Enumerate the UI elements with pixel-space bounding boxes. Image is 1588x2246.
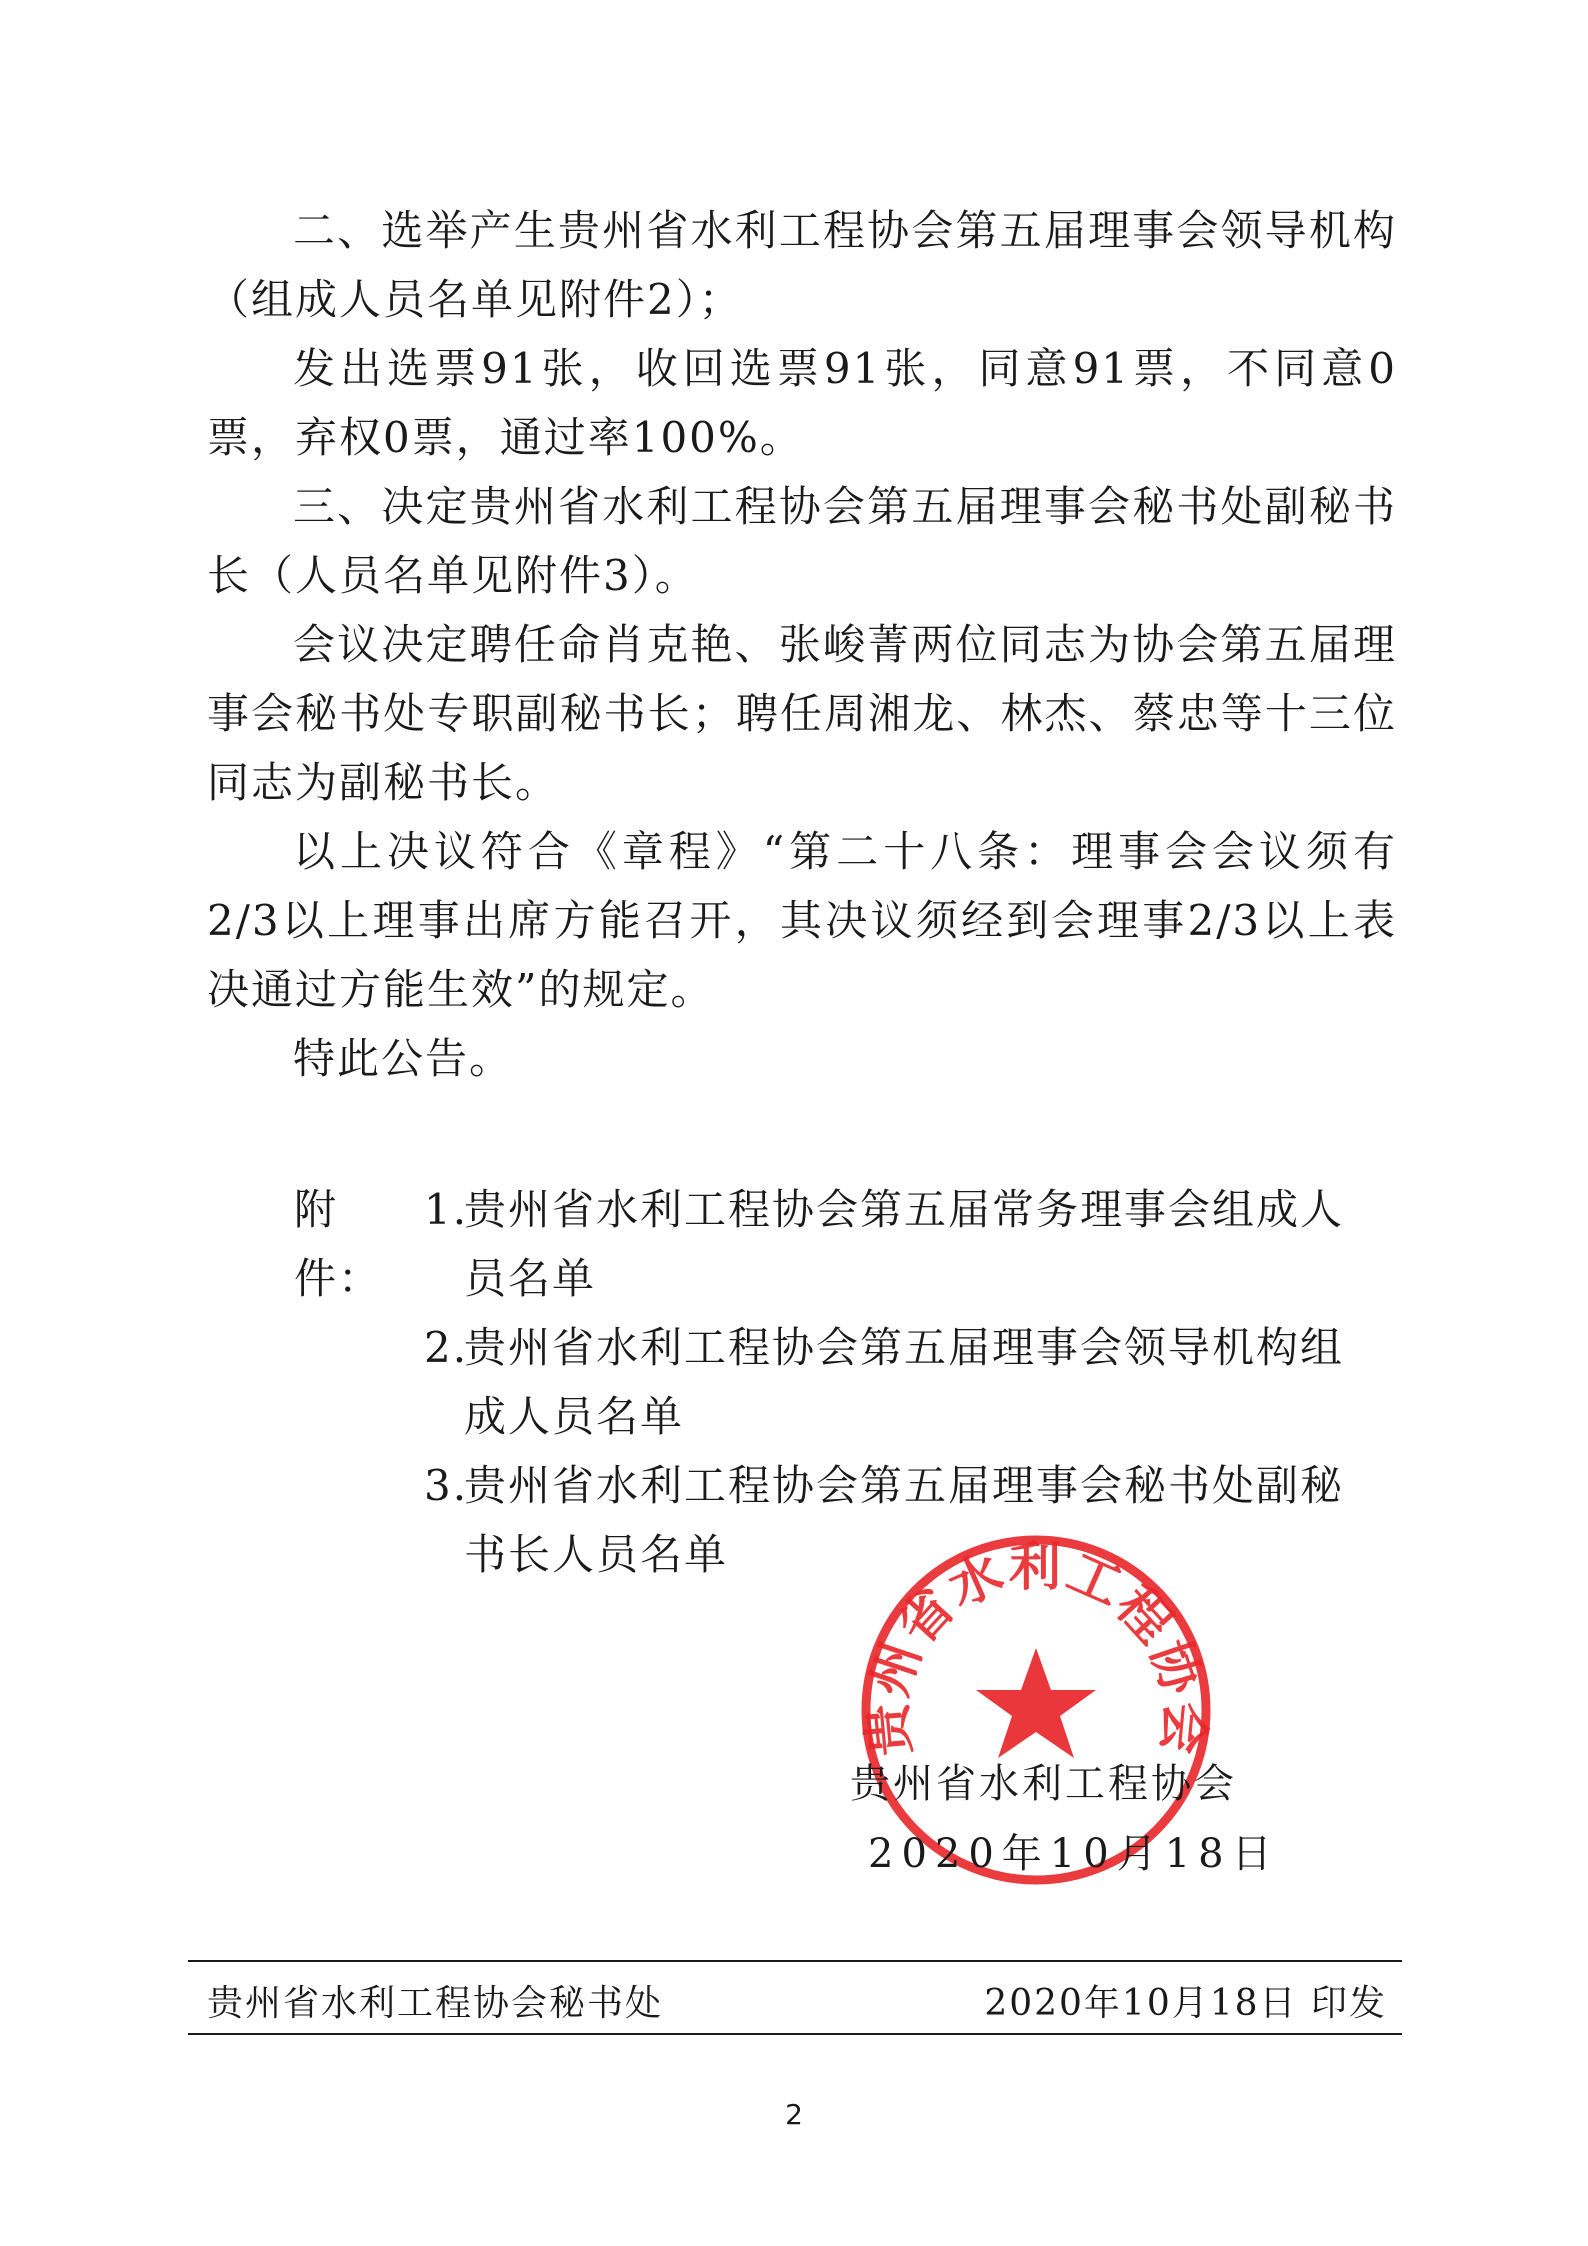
paragraph-deputy-secretary: 三、决定贵州省水利工程协会第五届理事会秘书处副秘书长（人员名单见附件3）。 [207,482,1397,600]
signature-date: 2020年10月18日 [868,1831,1280,1877]
footer-issue-line [207,1975,1387,2026]
attachment-item [294,1313,1384,1451]
attachment-item [294,1175,1384,1313]
paragraph-charter: 以上决议符合《章程》“第二十八条：理事会会议须有2/3以上理事出席方能召开，其决议须经到会理事2/3以上表决通过方能生效”的规定。 [207,827,1397,1014]
signature-organization: 贵州省水利工程协会 [850,1761,1237,1807]
seal-text: 贵州省水利工程协会 [857,1538,1215,1759]
footer-top-rule [188,1960,1402,1962]
paragraph-appointment: 会议决定聘任命肖克艳、张峻菁两位同志为协会第五届理事会秘书处专职副秘书长；聘任周湘龙、林杰、蔡忠等十三位同志为副秘书长。 [207,620,1397,807]
paragraph-announcement: 特此公告。 [293,1034,514,1083]
paragraph-vote-result: 发出选票91张，收回选票91张，同意91票，不同意0票，弃权0票，通过率100%。 [207,344,1397,462]
footer-issuer: 贵州省水利工程协会秘书处 [207,1983,664,2024]
seal-star-icon [976,1648,1096,1758]
footer-issue-date: 2020年10月18日 印发 [984,1983,1387,2024]
attachment-number: 2. [424,1323,469,1372]
attachment-title: 贵州省水利工程协会第五届理事会领导机构组成人员名单 [464,1323,1345,1441]
attachment-item [294,1451,1384,1589]
paragraph-election: 二、选举产生贵州省水利工程协会第五届理事会领导机构（组成人员名单见附件2）； [207,206,1397,324]
attachment-label: 附件： [294,1185,383,1303]
page-number: 2 [785,2098,803,2131]
attachment-number: 3. [424,1461,469,1510]
attachment-list [294,1175,1384,1589]
footer-bottom-rule [188,2033,1402,2035]
body-text [207,196,1397,1093]
attachment-title: 贵州省水利工程协会第五届理事会秘书处副秘书长人员名单 [464,1461,1345,1579]
attachment-title: 贵州省水利工程协会第五届常务理事会组成人员名单 [464,1185,1345,1303]
attachment-number: 1. [424,1185,469,1234]
